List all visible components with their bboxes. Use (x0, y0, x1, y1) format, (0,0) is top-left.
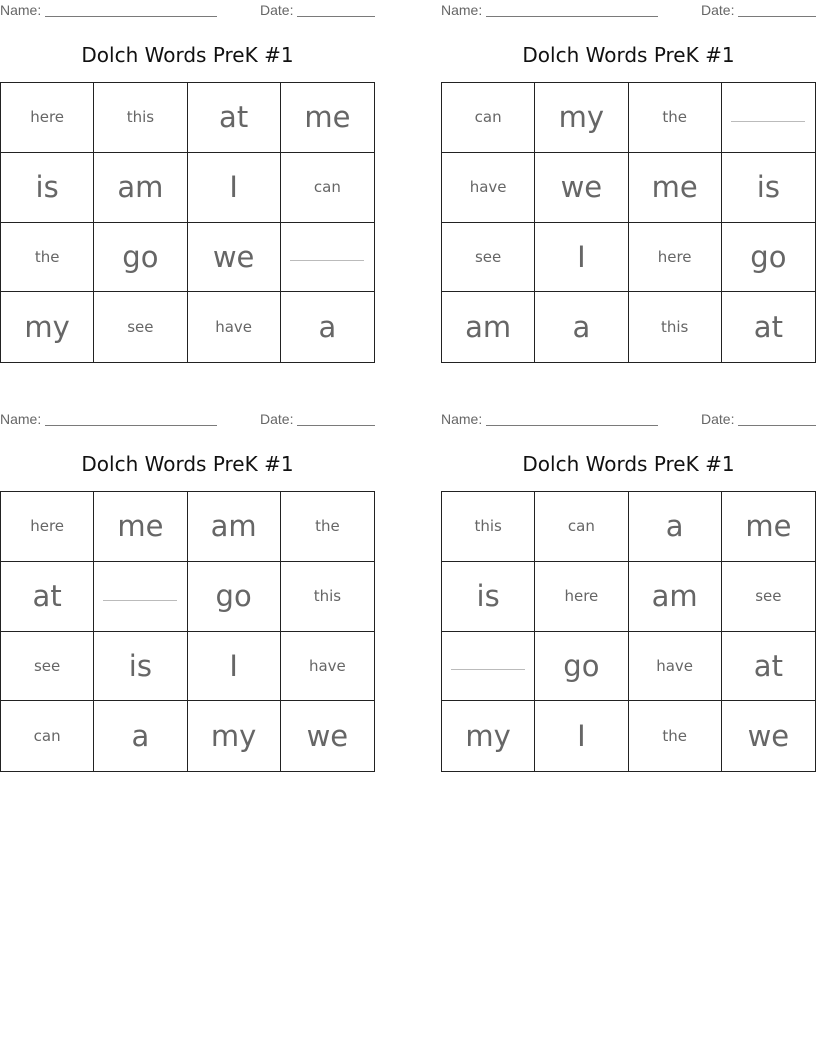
word-cell: can (535, 492, 628, 562)
word-cell: me (281, 83, 374, 153)
word-cell: my (188, 701, 281, 771)
bingo-grid (441, 491, 816, 772)
word-cell: here (629, 223, 722, 293)
name-date-header (441, 411, 816, 427)
word-cell: go (188, 562, 281, 632)
word-cell: go (94, 223, 187, 293)
word-cell: go (535, 632, 628, 702)
bingo-grid (0, 491, 375, 772)
date-blank-line[interactable] (297, 425, 375, 426)
name-label: Name: (441, 411, 483, 427)
word-cell: is (1, 153, 94, 223)
word-cell: at (753, 310, 783, 345)
word-cell: see (1, 632, 94, 702)
date-blank-line[interactable] (297, 16, 375, 17)
name-label: Name: (0, 2, 42, 18)
word-cell: a (535, 292, 628, 362)
word-cell: I (188, 632, 281, 702)
word-cell: have (188, 292, 281, 362)
name-blank-line[interactable] (45, 16, 217, 17)
card-title: Dolch Words PreK #1 (522, 452, 735, 476)
word-cell: me (722, 492, 815, 562)
free-space-line (103, 600, 177, 601)
word-cell: my (535, 83, 628, 153)
free-space-cell (94, 562, 187, 632)
word-cell: this (442, 492, 535, 562)
word-cell: the (629, 701, 722, 771)
free-space-line (451, 669, 525, 670)
word-cell: at (188, 83, 281, 153)
word-cell: the (281, 492, 374, 562)
free-space-cell (722, 83, 815, 153)
free-space-cell (281, 223, 374, 293)
name-label: Name: (441, 2, 483, 18)
word-cell: this (281, 562, 374, 632)
word-cell: we (306, 719, 349, 754)
name-label: Name: (0, 411, 42, 427)
word-cell: at (1, 562, 94, 632)
word-cell: am (94, 153, 187, 223)
word-cell: have (629, 632, 722, 702)
name-blank-line[interactable] (486, 16, 658, 17)
word-cell: am (442, 292, 535, 362)
word-cell: is (442, 562, 535, 632)
word-cell: I (535, 701, 628, 771)
word-cell: we (747, 719, 790, 754)
card-title: Dolch Words PreK #1 (81, 43, 294, 67)
word-cell: go (722, 223, 815, 293)
word-cell: see (442, 223, 535, 293)
bingo-card (441, 0, 816, 345)
name-blank-line[interactable] (45, 425, 217, 426)
word-cell: we (535, 153, 628, 223)
name-date-header (0, 2, 375, 18)
free-space-line (290, 260, 364, 261)
free-space-line (731, 121, 805, 122)
word-cell: see (94, 292, 187, 362)
word-cell: can (281, 153, 374, 223)
word-cell: the (1, 223, 94, 293)
bingo-card (0, 0, 375, 345)
word-cell: am (629, 562, 722, 632)
word-cell: here (1, 83, 94, 153)
word-cell: at (722, 632, 815, 702)
word-cell: a (629, 492, 722, 562)
word-cell: can (442, 83, 535, 153)
date-label: Date: (260, 411, 294, 427)
word-cell: a (94, 701, 187, 771)
word-cell: me (629, 153, 722, 223)
card-title: Dolch Words PreK #1 (522, 43, 735, 67)
word-cell: can (1, 701, 94, 771)
word-cell: here (535, 562, 628, 632)
word-cell: the (629, 83, 722, 153)
word-cell: have (281, 632, 374, 702)
date-label: Date: (701, 2, 735, 18)
word-cell: I (535, 223, 628, 293)
bingo-card (0, 409, 375, 754)
word-cell: have (442, 153, 535, 223)
word-cell: my (1, 292, 94, 362)
date-blank-line[interactable] (738, 16, 816, 17)
word-cell: is (94, 632, 187, 702)
card-title: Dolch Words PreK #1 (81, 452, 294, 476)
bingo-grid (0, 82, 375, 363)
word-cell: see (722, 562, 815, 632)
word-cell: me (94, 492, 187, 562)
date-label: Date: (260, 2, 294, 18)
bingo-card (441, 409, 816, 754)
word-cell: my (442, 701, 535, 771)
word-cell: here (1, 492, 94, 562)
name-blank-line[interactable] (486, 425, 658, 426)
word-cell: this (629, 292, 722, 362)
name-date-header (441, 2, 816, 18)
date-label: Date: (701, 411, 735, 427)
word-cell: am (188, 492, 281, 562)
word-cell: I (188, 153, 281, 223)
date-blank-line[interactable] (738, 425, 816, 426)
word-cell: this (94, 83, 187, 153)
bingo-grid (441, 82, 816, 363)
free-space-cell (442, 632, 535, 702)
name-date-header (0, 411, 375, 427)
word-cell: is (722, 153, 815, 223)
word-cell: a (318, 310, 337, 345)
word-cell: we (188, 223, 281, 293)
